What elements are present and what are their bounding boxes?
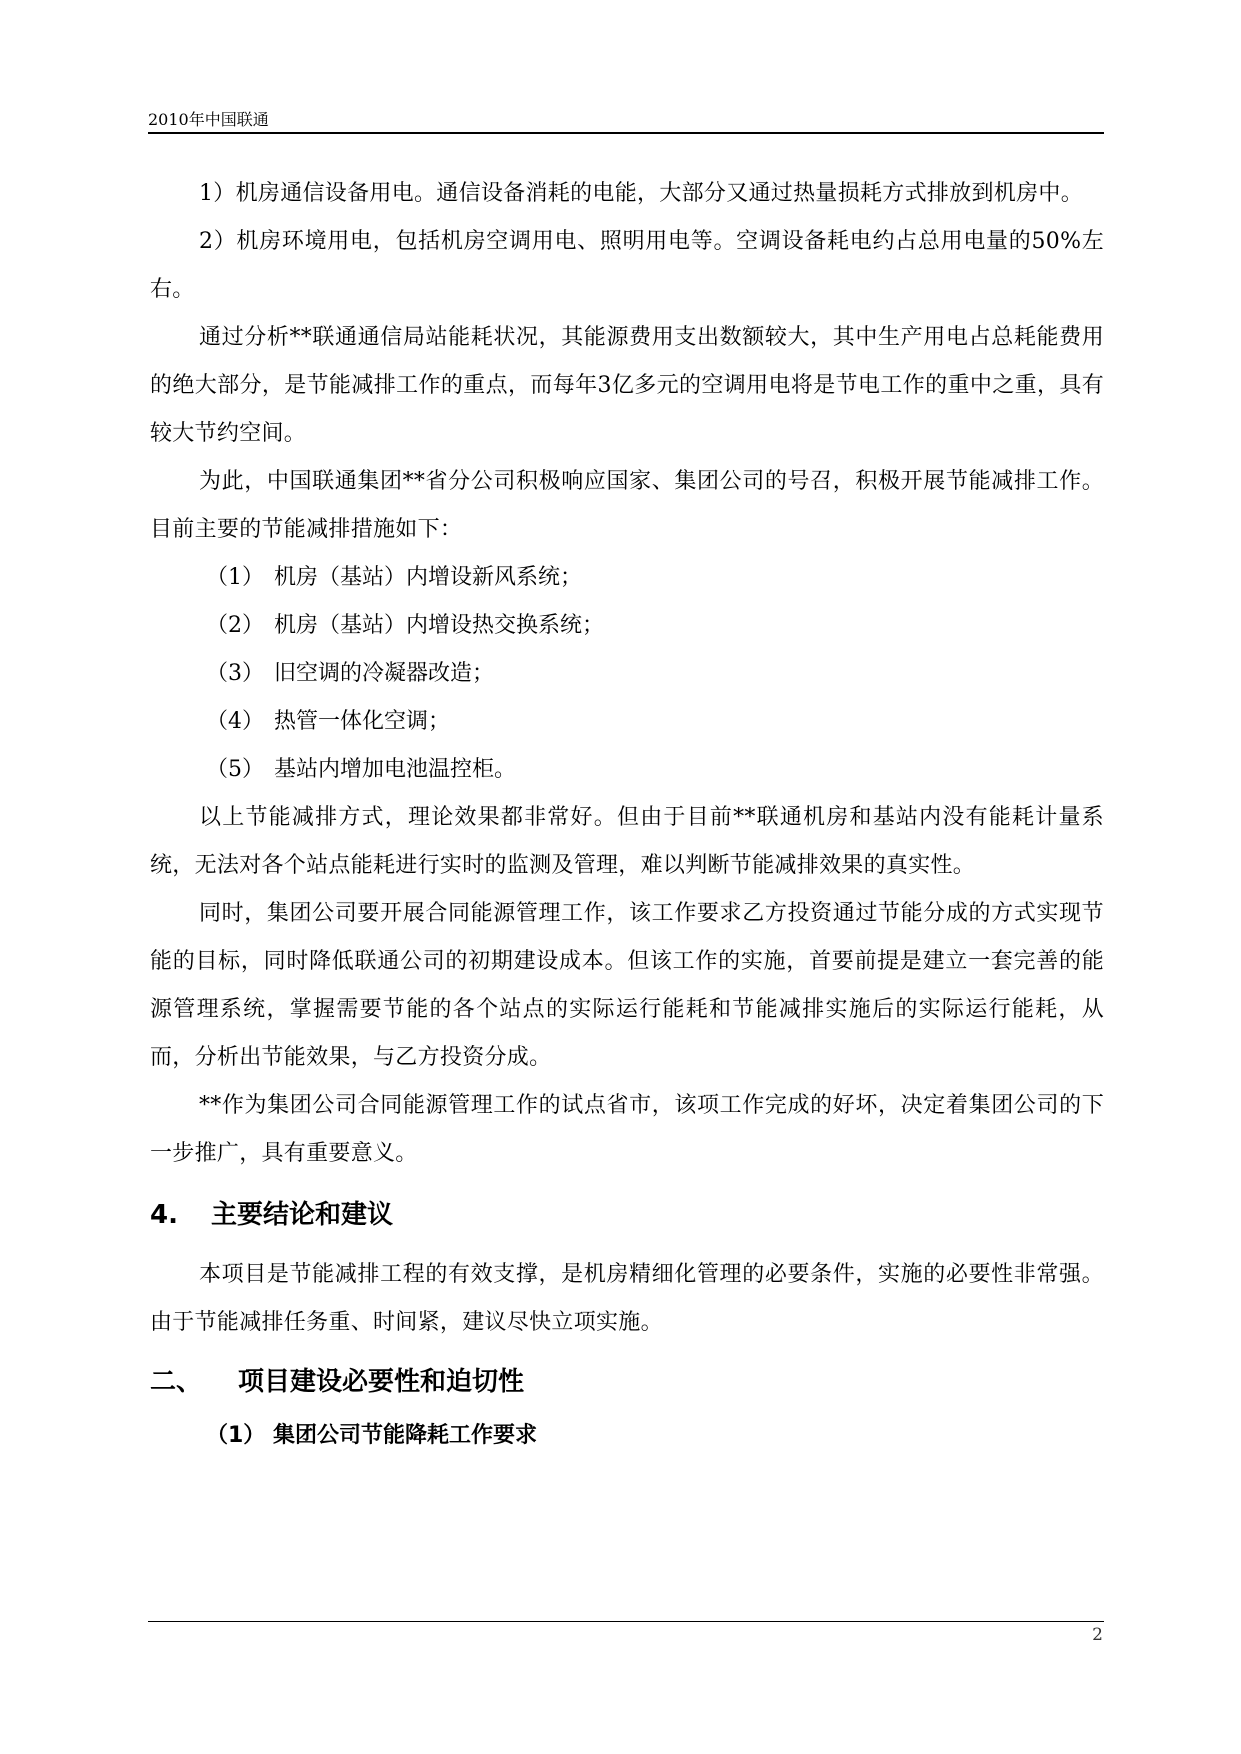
chapter-title: 项目建设必要性和迫切性 [238,1367,525,1397]
paragraph-energy-analysis: 通过分析**联通通信局站能耗状况，其能源费用支出数额较大，其中生产用电占总耗能费用的绝大部分，是节能减排工作的重点，而每年3亿多元的空调用电将是节电工作的重中之重，具有较大节约空间。 [150,325,1104,446]
subheading-group-requirements [150,1412,1104,1460]
paragraph-pilot-significance: **作为集团公司合同能源管理工作的试点省市，该项工作完成的好坏，决定着集团公司的下一步推广，具有重要意义。 [150,1093,1104,1166]
paragraph-contract-energy: 同时，集团公司要开展合同能源管理工作，该工作要求乙方投资通过节能分成的方式实现节能的目标，同时降低联通公司的初期建设成本。但该工作的实施，首要前提是建立一套完善的能源管理系统，掌握需要节能的各个站点的实际运行能耗和节能减排实施后的实际运行能耗，从而，分析出节能效果，与乙方投资分成。 [150,901,1104,1070]
paragraph-response: 为此，中国联通集团**省分公司积极响应国家、集团公司的号召，积极开展节能减排工作。目前主要的节能减排措施如下： [150,469,1104,542]
list-item [150,746,1104,794]
list-item-number: （3） [206,661,264,686]
list-item [150,602,1104,650]
paragraph-environment-power: 2）机房环境用电，包括机房空调用电、照明用电等。空调设备耗电约占总用电量的50%左右。 [150,229,1104,302]
list-item [150,698,1104,746]
list-item [150,554,1104,602]
running-header: 2010年中国联通 [148,110,269,129]
chapter-heading-necessity [150,1358,1104,1406]
chapter-number: 二、 [150,1367,203,1397]
paragraph-conclusion: 本项目是节能减排工程的有效支撑，是机房精细化管理的必要条件，实施的必要性非常强。由于节能减排任务重、时间紧，建议尽快立项实施。 [150,1262,1104,1335]
list-item-number: （1） [206,565,264,590]
page-body [150,170,1104,1460]
list-item-number: （2） [206,613,264,638]
list-item-number: （5） [206,757,264,782]
page-number: 2 [1092,1625,1103,1645]
footer-rule [148,1621,1104,1622]
paragraph-effect-uncertainty: 以上节能减排方式，理论效果都非常好。但由于目前**联通机房和基站内没有能耗计量系统，无法对各个站点能耗进行实时的监测及管理，难以判断节能减排效果的真实性。 [150,805,1104,878]
measures-list [150,554,1104,794]
list-item-text: 热管一体化空调； [274,709,451,734]
section-title: 主要结论和建议 [211,1200,394,1230]
paragraph-equipment-power: 1）机房通信设备用电。通信设备消耗的电能，大部分又通过热量损耗方式排放到机房中。 [199,181,1083,206]
header-rule [148,132,1104,134]
list-item-text: 机房（基站）内增设热交换系统； [274,613,605,638]
section-number: 4. [150,1200,178,1230]
subheading-title: 集团公司节能降耗工作要求 [273,1423,538,1448]
section-heading-conclusions [150,1191,1104,1239]
list-item [150,650,1104,698]
list-item-text: 机房（基站）内增设新风系统； [274,565,583,590]
list-item-text: 旧空调的冷凝器改造； [274,661,495,686]
list-item-number: （4） [206,709,264,734]
list-item-text: 基站内增加电池温控柜。 [274,757,517,782]
subheading-number: （1） [206,1423,266,1448]
